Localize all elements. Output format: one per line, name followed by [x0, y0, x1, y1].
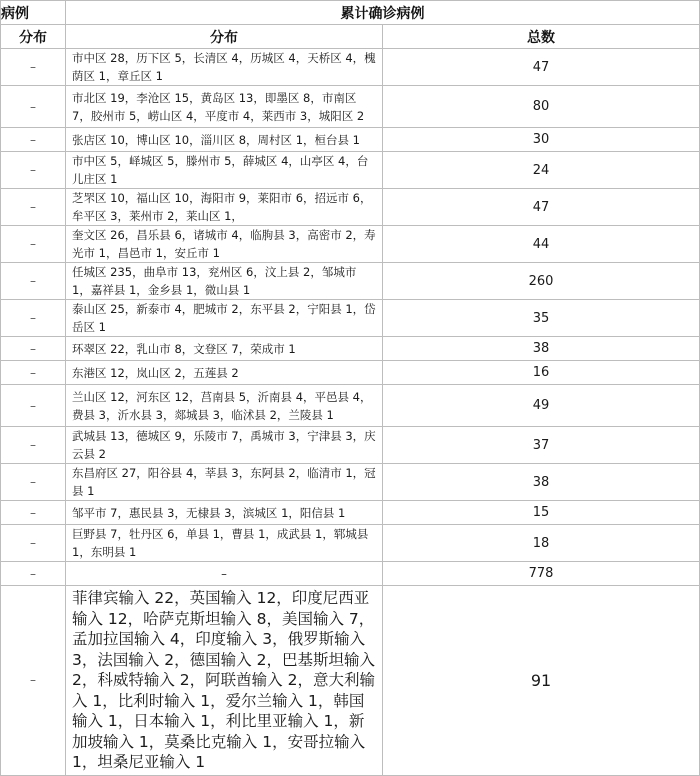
- row-dash: –: [1, 385, 66, 427]
- row-total: 38: [383, 337, 700, 361]
- table-row: [1, 128, 700, 152]
- table-row: [1, 337, 700, 361]
- row-distribution: 武城县 13，德城区 9，乐陵市 7，禹城市 3，宁津县 3，庆云县 2: [66, 427, 383, 464]
- row-distribution: 邹平市 7，惠民县 3，无棣县 3，滨城区 1，阳信县 1: [66, 501, 383, 525]
- row-distribution: 菲律宾输入 22，英国输入 12，印度尼西亚输入 12，哈萨克斯坦输入 8，美国输入 7，孟加拉国输入 4，印度输入 3，俄罗斯输入 3，法国输入 2，德国输入 2，巴基斯坦输入 2，科威特输入 2，阿联酋输入 2，意大利输入 1，比利时输入 1，爱尔兰输入 1，韩国输入 1，日本输入 1，利比里亚输入 1，新加坡输入 1，莫桑比克输入 1，安哥拉输入 1，坦桑尼亚输入 1: [66, 586, 383, 776]
- row-total: 37: [383, 427, 700, 464]
- row-distribution: 东昌府区 27，阳谷县 4，莘县 3，东阿县 2，临清市 1，冠县 1: [66, 464, 383, 501]
- subheader-col2: 分布: [66, 25, 383, 49]
- table-row: [1, 189, 700, 226]
- table-row: [1, 86, 700, 128]
- row-dash: –: [1, 501, 66, 525]
- row-total: 80: [383, 86, 700, 128]
- row-distribution: 兰山区 12，河东区 12，莒南县 5，沂南县 4，平邑县 4，费县 3，沂水县 3，郯城县 3，临沭县 2，兰陵县 1: [66, 385, 383, 427]
- subheader-row: [1, 25, 700, 49]
- row-total: 16: [383, 361, 700, 385]
- table-row: [1, 152, 700, 189]
- row-dash: –: [1, 464, 66, 501]
- row-dash: –: [1, 49, 66, 86]
- header-title: 累计确诊病例: [66, 1, 700, 25]
- row-total: 91: [383, 586, 700, 776]
- row-distribution: –: [66, 562, 383, 586]
- table-row: [1, 385, 700, 427]
- subheader-col1: 分布: [1, 25, 66, 49]
- table-row: [1, 226, 700, 263]
- row-dash: –: [1, 226, 66, 263]
- row-distribution: 市中区 28，历下区 5，长清区 4，历城区 4，天桥区 4，槐荫区 1，章丘区 1: [66, 49, 383, 86]
- row-total: 38: [383, 464, 700, 501]
- row-distribution: 张店区 10，博山区 10，淄川区 8，周村区 1，桓台县 1: [66, 128, 383, 152]
- table-row: [1, 427, 700, 464]
- row-dash: –: [1, 361, 66, 385]
- row-distribution: 芝罘区 10，福山区 10，海阳市 9，莱阳市 6，招远市 6，牟平区 3，莱州市 2，莱山区 1，: [66, 189, 383, 226]
- row-dash: –: [1, 562, 66, 586]
- table-row-subtotal: [1, 562, 700, 586]
- subheader-total: 总数: [383, 25, 700, 49]
- row-distribution: 东港区 12，岚山区 2，五莲县 2: [66, 361, 383, 385]
- header-row: [1, 1, 700, 25]
- row-total: 47: [383, 49, 700, 86]
- row-dash: –: [1, 86, 66, 128]
- row-total: 44: [383, 226, 700, 263]
- row-distribution: 环翠区 22，乳山市 8，文登区 7，荣成市 1: [66, 337, 383, 361]
- row-distribution: 任城区 235，曲阜市 13，兖州区 6，汶上县 2，邹城市 1，嘉祥县 1，金乡县 1，微山县 1: [66, 263, 383, 300]
- row-dash: –: [1, 152, 66, 189]
- table-row: [1, 361, 700, 385]
- row-dash: –: [1, 128, 66, 152]
- row-dash: –: [1, 337, 66, 361]
- table-row: [1, 300, 700, 337]
- table-row: [1, 464, 700, 501]
- table-row: [1, 501, 700, 525]
- row-dash: –: [1, 586, 66, 776]
- row-total: 24: [383, 152, 700, 189]
- row-total: 15: [383, 501, 700, 525]
- row-total: 18: [383, 525, 700, 562]
- row-dash: –: [1, 300, 66, 337]
- row-distribution: 巨野县 7，牡丹区 6，单县 1，曹县 1，成武县 1，郓城县 1，东明县 1: [66, 525, 383, 562]
- row-distribution: 奎文区 26，昌乐县 6，诸城市 4，临朐县 3，高密市 2，寿光市 1，昌邑市 1，安丘市 1: [66, 226, 383, 263]
- table-row: [1, 263, 700, 300]
- table-row: [1, 49, 700, 86]
- row-dash: –: [1, 427, 66, 464]
- row-dash: –: [1, 525, 66, 562]
- row-distribution: 泰山区 25，新泰市 4，肥城市 2，东平县 2，宁阳县 1，岱岳区 1: [66, 300, 383, 337]
- row-total: 30: [383, 128, 700, 152]
- table-row: [1, 525, 700, 562]
- row-distribution: 市中区 5，峄城区 5，滕州市 5，薛城区 4，山亭区 4，台儿庄区 1: [66, 152, 383, 189]
- table-row-imported: [1, 586, 700, 776]
- row-total: 778: [383, 562, 700, 586]
- row-total: 260: [383, 263, 700, 300]
- row-distribution: 市北区 19，李沧区 15，黄岛区 13，即墨区 8，市南区 7，胶州市 5，崂山区 4，平度市 4，莱西市 3，城阳区 2: [66, 86, 383, 128]
- row-total: 49: [383, 385, 700, 427]
- header-cases: 病例: [1, 1, 66, 25]
- row-total: 35: [383, 300, 700, 337]
- row-dash: –: [1, 263, 66, 300]
- row-dash: –: [1, 189, 66, 226]
- row-total: 47: [383, 189, 700, 226]
